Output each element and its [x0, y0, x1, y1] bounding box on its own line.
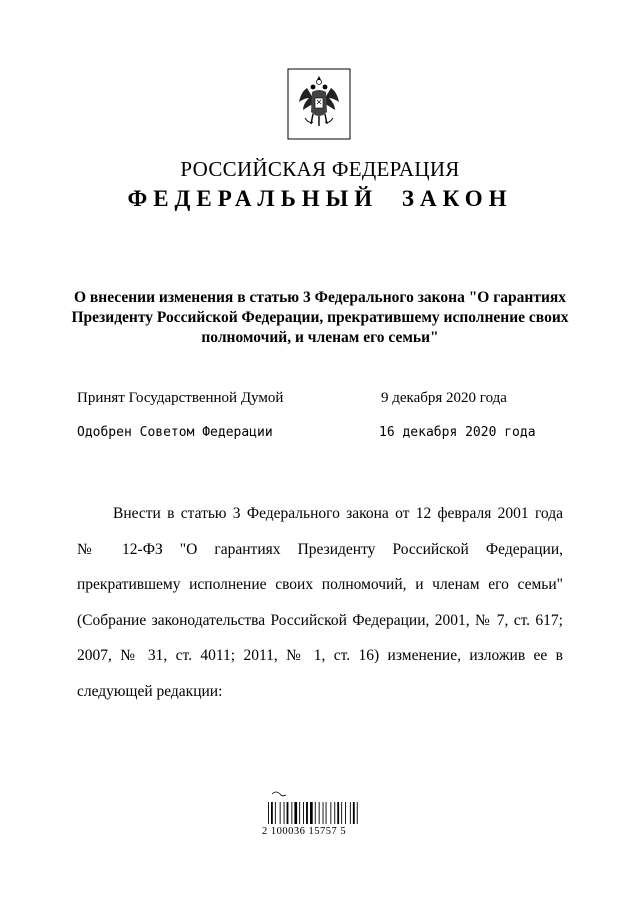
body-line: прекратившему исполнение своих полномочий, и членам его семьи" [77, 576, 563, 593]
law-body-text [77, 496, 563, 709]
law-title: О внесении изменения в статью 3 Федерального закона "О гарантиях Президенту Российской Федерации, прекратившему исполнение своих полномочий, и членам его семьи" [71, 289, 569, 346]
body-line: Внести в статью 3 Федерального закона от 12 февраля 2001 года [113, 505, 563, 522]
document-type: ФЕДЕРАЛЬНЫЙ ЗАКОН [127, 186, 513, 211]
barcode-number: 2 100036 15757 5 [262, 826, 347, 837]
body-line: 2007, № 31, ст. 4011; 2011, № 1, ст. 16) изменение, изложив ее в [77, 647, 563, 664]
country-name: РОССИЙСКАЯ ФЕДЕРАЦИЯ [180, 157, 460, 181]
adoption-duma-label: Принят Государственной Думой [77, 390, 284, 406]
body-line: следующей редакции: [77, 682, 223, 700]
adoption-duma-date: 9 декабря 2020 года [381, 390, 507, 406]
approval-council-date: 16 декабря 2020 года [379, 425, 536, 440]
body-line: № 12-ФЗ "О гарантиях Президенту Российской Федерации, [77, 540, 563, 558]
coat-of-arms-emblem [287, 68, 351, 140]
body-line: (Собрание законодательства Российской Федерации, 2001, № 7, ст. 617; [77, 611, 563, 629]
approval-council-label: Одобрен Советом Федерации [77, 425, 273, 440]
